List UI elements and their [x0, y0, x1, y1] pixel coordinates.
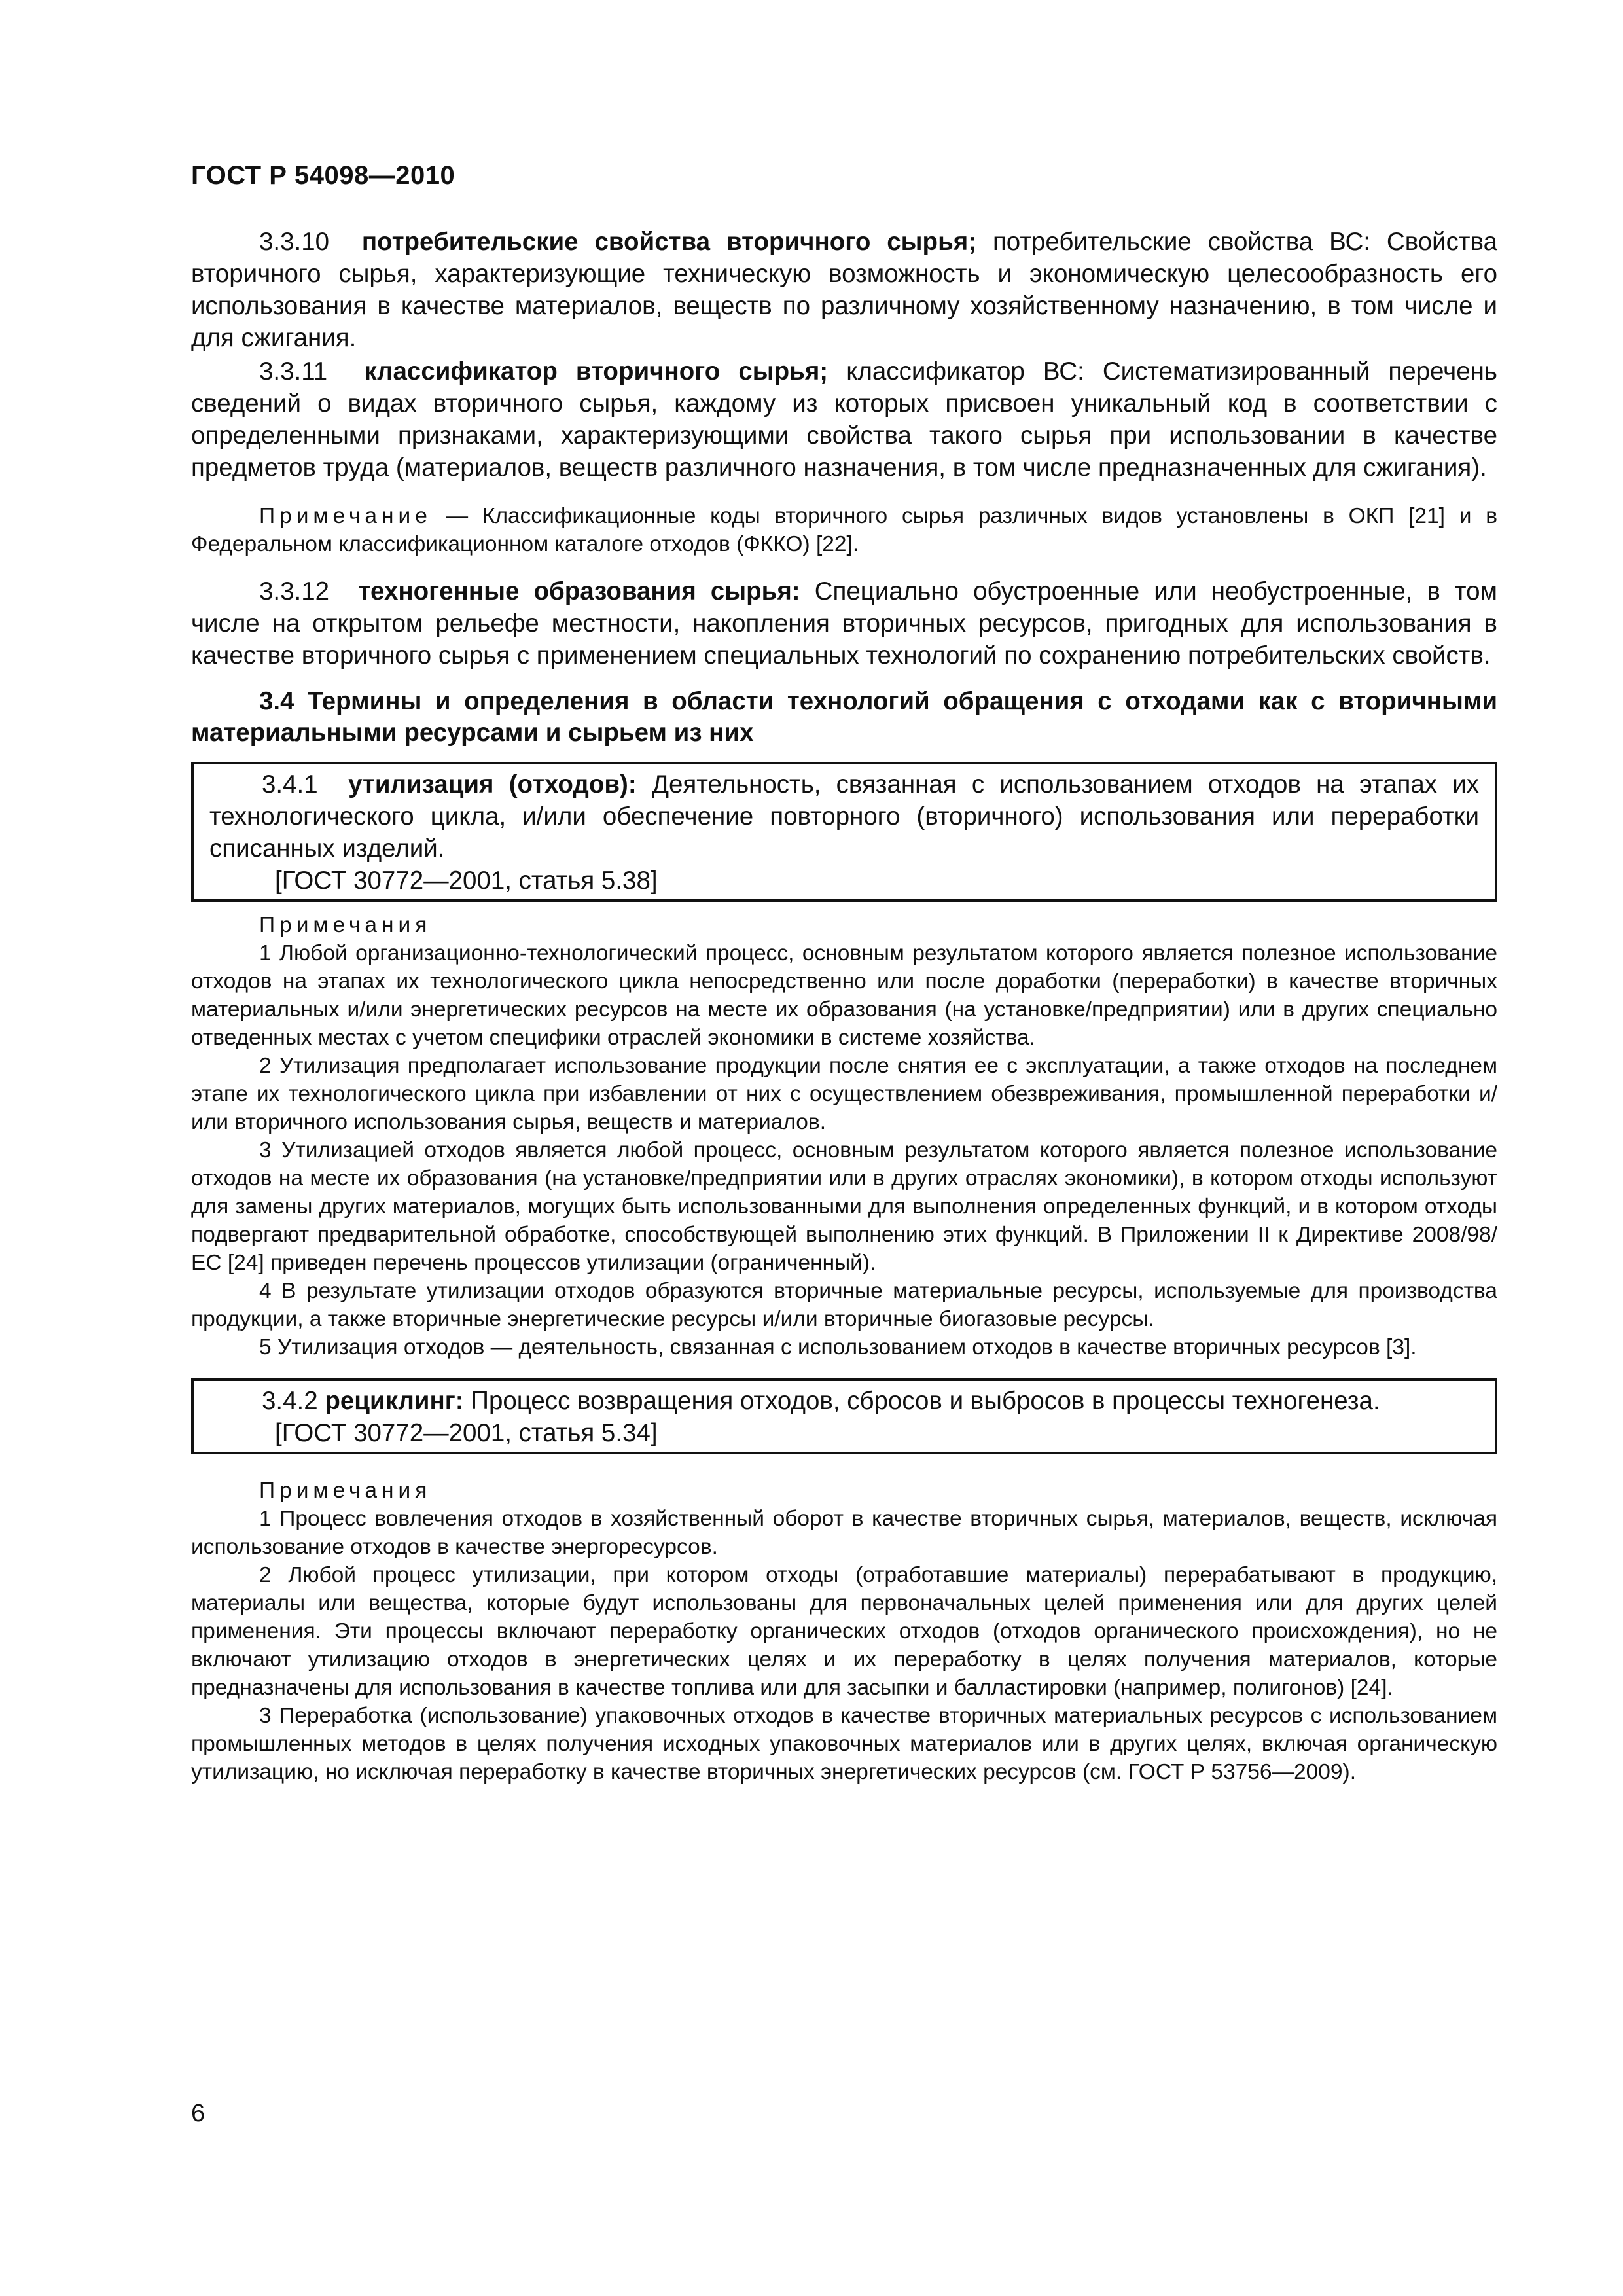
term: утилизация (отходов):	[348, 770, 637, 798]
term: классификатор вторичного сырья;	[364, 357, 829, 386]
clause-number: 3.3.10	[259, 228, 330, 256]
definition-text: Специально обустроенные или необустроенные, в том числе на открытом рельефе местности, накопления вторичных ресурсов, пригодных для использования в качестве вторичного сырья с применением специальных технологий по сохранению потребительских свойств.	[191, 577, 1497, 670]
term: техногенные образования сырья:	[358, 577, 800, 605]
definition-box-3-4-2	[191, 1378, 1497, 1454]
note-label: Примечание	[259, 504, 432, 528]
clause-number: 3.4.1	[262, 770, 318, 798]
note-3-3-11	[191, 502, 1497, 558]
definition-3-3-11	[191, 355, 1497, 484]
document-body	[191, 226, 1497, 1786]
definition-3-4-1	[209, 768, 1479, 865]
note-item: 2 Утилизация предполагает использование продукции после снятия ее с эксплуатации, а также отходов на последнем этапе их технологического цикла при избавлении от них с осуществлением обезвреживания, промышленной переработки и/или вторичного использования сырья, веществ и материалов.	[191, 1054, 1497, 1134]
note-item: 2 Любой процесс утилизации, при котором отходы (отработавшие материалы) перерабатывают в продукцию, материалы или вещества, которые будут использованы для первоначальных целей применения или для других целей применения. Эти процессы включают переработку органических отходов (отходов органического происхождения), но не включают утилизацию отходов в энергетических целях и их переработку в целях получения материалов, которые предназначены для использования в качестве топлива или для засыпки и балластировки (например, полигонов) [24].	[191, 1563, 1497, 1700]
clause-number: 3.4.2	[262, 1387, 318, 1415]
definition-3-4-2	[209, 1385, 1479, 1417]
definition-text: классификатор ВС: Систематизированный перечень сведений о видах вторичного сырья, каждому из которых присвоен уникальный код в соответствии с определенными признаками, характеризующими свойства такого сырья при использовании в качестве предметов труда (материалов, веществ различного назначения, в том числе предназначенных для сжигания).	[191, 357, 1497, 482]
document-header: ГОСТ Р 54098—2010	[191, 161, 455, 190]
definition-box-3-4-1	[191, 762, 1497, 902]
clause-number: 3.3.12	[259, 577, 330, 605]
definition-3-3-12	[191, 575, 1497, 672]
clause-number: 3.3.11	[259, 357, 328, 386]
note-item: 3 Утилизацией отходов является любой процесс, основным результатом которого является полезное использование отходов на месте их образования (на установке/предприятии или в других отраслях экономики), в котором отходы используют для замены других материалов, могущих быть использованными для выполнения определенных функций, и в котором отходы подвергают предварительной обработке, способствующей выполнению этих функций. В Приложении II к Директиве 2008/98/ЕС [24] приведен перечень процессов утилизации (ограниченный).	[191, 1138, 1497, 1275]
page-number: 6	[191, 2100, 205, 2127]
definition-text: Процесс возвращения отходов, сбросов и выбросов в процессы техногенеза.	[463, 1387, 1380, 1415]
definition-3-3-10	[191, 226, 1497, 354]
note-item: 4 В результате утилизации отходов образуются вторичные материальные ресурсы, используемые для производства продукции, а также вторичные энергетические ресурсы и/или вторичные биогазовые ресурсы.	[191, 1279, 1497, 1331]
notes-label: Примечания	[259, 1479, 432, 1503]
note-item: 5 Утилизация отходов — деятельность, связанная с использованием отходов в качестве вторичных ресурсов [3].	[259, 1335, 1417, 1359]
note-item: 1 Процесс вовлечения отходов в хозяйственный оборот в качестве вторичных сырья, материалов, веществ, исключая использование отходов в качестве энергоресурсов.	[191, 1507, 1497, 1559]
term: рециклинг:	[325, 1387, 464, 1415]
term: потребительские свойства вторичного сырья;	[361, 228, 977, 256]
definition-text: Деятельность, связанная с использованием отходов на этапах их технологического цикла, и/или обеспечение повторного (вторичного) использования или переработки списанных изделий.	[209, 770, 1479, 863]
section-heading-3-4: 3.4 Термины и определения в области технологий обращения с отходами как с вторичными материальными ресурсами и сырьем из них	[191, 687, 1497, 747]
note-text: — Классификационные коды вторичного сырья различных видов установлены в ОКП [21] и в Федеральном классификационном каталоге отходов (ФККО) [22].	[191, 504, 1497, 556]
source-reference: [ГОСТ 30772—2001, статья 5.38]	[275, 867, 658, 895]
definition-text: потребительские свойства ВС: Свойства вторичного сырья, характеризующие техническую возможность и экономическую целесообразность его использования в качестве материалов, веществ по различному хозяйственному назначению, в том числе и для сжигания.	[191, 228, 1497, 352]
source-reference: [ГОСТ 30772—2001, статья 5.34]	[275, 1419, 658, 1447]
notes-label: Примечания	[259, 913, 432, 937]
note-item: 3 Переработка (использование) упаковочных отходов в качестве вторичных материальных ресурсов с использованием промышленных методов в целях получения исходных упаковочных материалов или в других целях, включая органическую утилизацию, но исключая переработку в качестве вторичных энергетических ресурсов (см. ГОСТ Р 53756—2009).	[191, 1704, 1497, 1784]
note-item: 1 Любой организационно-технологический процесс, основным результатом которого является полезное использование отходов на этапах их технологического цикла непосредственно или после доработки (переработки) в качестве вторичных материальных и/или энергетических ресурсов на месте их образования (на установке/предприятии) или в других специально отведенных местах с учетом специфики отраслей экономики в системе хозяйства.	[191, 941, 1497, 1050]
